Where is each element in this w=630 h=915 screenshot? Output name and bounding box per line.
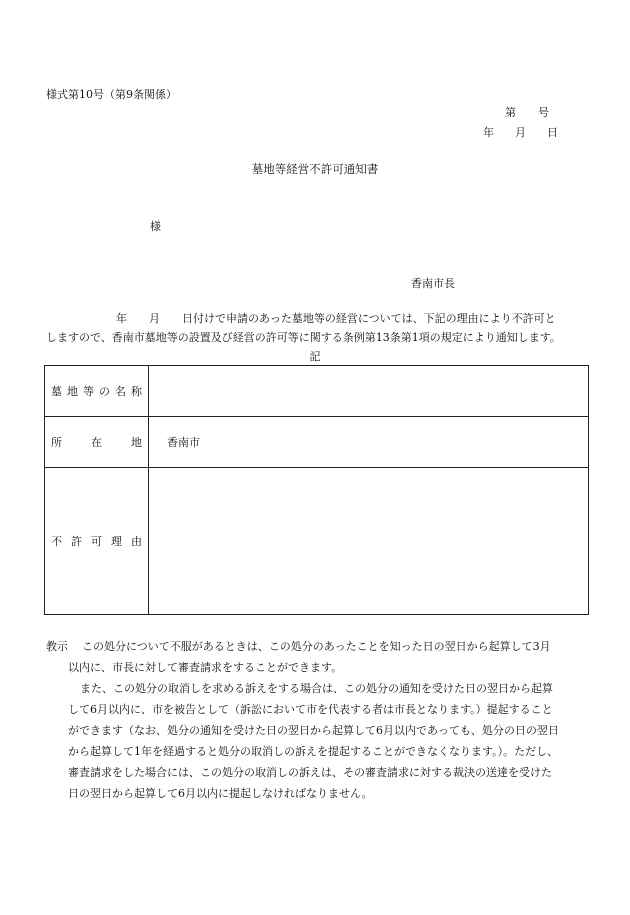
- issuer-name: 香南市長: [411, 277, 455, 290]
- date-month: 月: [515, 126, 526, 139]
- body-line-2: しますので、香南市墓地等の設置及び経営の許可等に関する条例第13条第1項の規定により通知します。: [46, 331, 561, 344]
- table-row-location: [45, 417, 589, 468]
- body-date-month: 月: [149, 312, 160, 325]
- addressee-honorific: 様: [150, 220, 161, 233]
- date-day: 日: [547, 126, 558, 139]
- value-location: 香南市: [149, 417, 589, 468]
- value-cemetery-name: [149, 366, 589, 417]
- value-reason: [149, 468, 589, 615]
- label-reason: 不許可理由: [45, 468, 149, 615]
- notice-p2-line2: して6月以内に、市を被告として（訴訟において市を代表する者は市長となります。）提起すること: [68, 703, 553, 716]
- document-number: [505, 104, 549, 120]
- notice-p1-line2: 以内に、市長に対して審査請求をすることができます。: [68, 661, 343, 674]
- doc-number-suffix: 号: [538, 106, 549, 119]
- body-paragraph: [46, 309, 591, 347]
- body-line-1-text: 日付けで申請のあった墓地等の経営については、下記の理由により不許可と: [182, 312, 556, 325]
- notice-p1-line1: この処分について不服があるときは、この処分のあったことを知った日の翌日から起算して3月: [82, 640, 551, 653]
- form-label: 様式第10号（第9条関係）: [46, 88, 177, 101]
- notice-p2-line3: ができます（なお、処分の通知を受けた日の翌日から起算して6月以内であっても、処分の日の翌日: [68, 724, 559, 737]
- document-title: 墓地等経営不許可通知書: [251, 162, 379, 176]
- table-row-reason: [45, 468, 589, 615]
- appeal-notice: [46, 636, 591, 804]
- notice-heading: 教示: [46, 640, 68, 653]
- detail-table: [44, 365, 589, 615]
- notice-p2-line1: また、この処分の取消しを求める訴えをする場合は、この処分の通知を受けた日の翌日から起算: [80, 682, 553, 695]
- label-location: 所在地: [45, 417, 149, 468]
- date-year: 年: [483, 126, 494, 139]
- ki-marker: 記: [309, 350, 321, 363]
- notice-p2-line5: 審査請求をした場合には、この処分の取消しの訴えは、その審査請求に対する裁決の送達を受けた: [68, 766, 552, 779]
- doc-number-prefix: 第: [505, 106, 516, 119]
- body-date-year: 年: [116, 312, 127, 325]
- notice-p2-line4: から起算して1年を経過すると処分の取消しの訴えを提起することができなくなります。）。ただし、: [68, 745, 559, 758]
- notice-line-1: [46, 636, 591, 657]
- label-cemetery-name: 墓地等の名称: [45, 366, 149, 417]
- body-line-1: [46, 309, 591, 328]
- issue-date: [483, 124, 558, 140]
- notice-p2-line6: 日の翌日から起算して6月以内に提起しなければなりません。: [68, 787, 373, 800]
- table-row-cemetery-name: [45, 366, 589, 417]
